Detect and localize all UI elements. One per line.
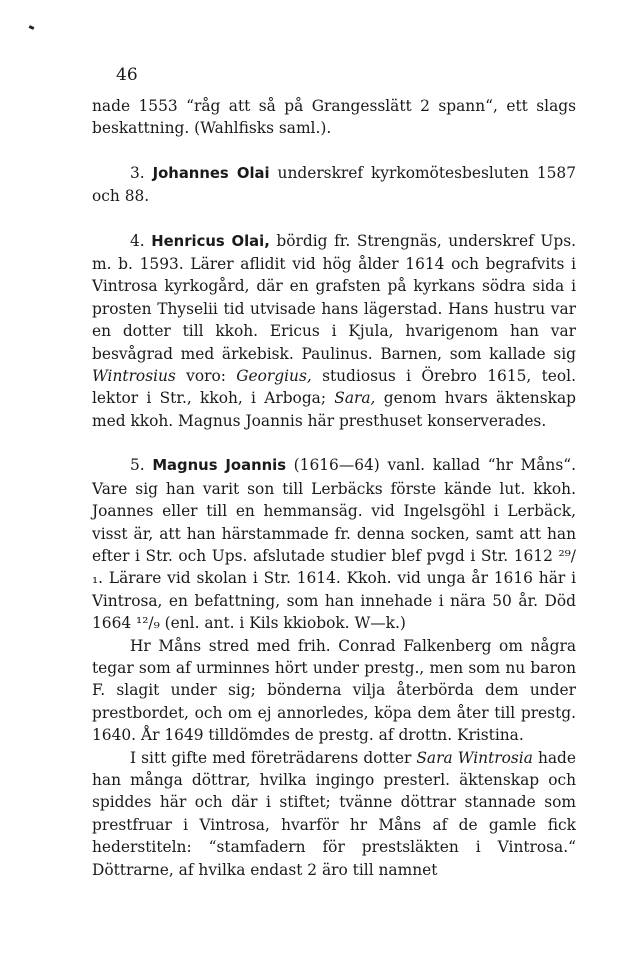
paragraph-6 [92, 747, 576, 881]
text-run: underskref kyrkomötesbesluten 1587 och 88. [92, 163, 576, 206]
italic-name: Sara Wintrosia [416, 748, 533, 767]
body-text [92, 95, 576, 881]
page-number: 46 [116, 65, 138, 85]
text-run: hade han många döttrar, hvilka ingingo presterl. äktenskap och spiddes här och där i stiftet; tvänne döttrar stannade som prestfruar i Vintrosa, hvarför hr Måns af de gamle fick hederstiteln: “stamfadern för prestsläkten i Vintrosa.“ Döttrarne, af hvilka endast 2 äro till namnet [92, 748, 577, 879]
entry-name: Henricus Olai, [151, 232, 270, 250]
text-run: 3. [130, 163, 153, 182]
text-run: bördig fr. Strengnäs, underskref Ups. m. b. 1593. Lärer aflidit vid hög ålder 1614 och begrafvits i Vintrosa kyrkogård, där en grafsten på kyrkans södra sida i prosten Thyselii tid utvisade hans lägerstad. Hans hustru var en dotter till kkoh. Ericus i Kjula, hvarigenom han var besvågrad med ärkebisk. Paulinus. Barnen, som kallade sig [92, 231, 576, 363]
text-run: studiosus i Örebro 1615, teol. lektor i Str., kkoh, i Arboga; [92, 367, 576, 408]
paragraph-1 [92, 95, 576, 140]
text-run: Hr Måns stred med frih. Conrad Falkenberg om några tegar som af urminnes hört under prestg., men som nu baron F. slagit under sig; bönderna vilja återbörda dem under prestbordet, och om ej annorledes, köpa dem åter till prestg. 1640. År 1649 tilldömdes de prestg. af drottn. Kristina. [92, 636, 576, 745]
paragraph-4 [92, 454, 576, 634]
entry-name: Magnus Joannis [152, 457, 287, 475]
italic-name: Wintrosius [92, 367, 176, 386]
text-run: nade 1553 “råg att så på Grangesslätt 2 spann“, ett slags beskattning. (Wahlfisks saml.). [92, 97, 576, 138]
ink-speck [29, 25, 35, 30]
text-run: 4. [130, 231, 152, 250]
italic-name: Georgius, [236, 367, 312, 386]
paragraph-3 [92, 230, 576, 433]
entry-name: Johannes Olai [152, 164, 270, 182]
paragraph-5 [92, 635, 576, 747]
paragraph-2 [92, 162, 576, 208]
text-run: I sitt gifte med företrädarens dotter [130, 748, 417, 767]
text-run: (1616—64) vanl. kallad “hr Måns“. Vare sig han varit son till Lerbäcks förste kände lut. kkoh. Joannes eller till en hemmansäg. vid Ingelsgöhl i Lerbäck, visst är, att han härstammade fr. denna socken, samt att han efter i Str. och Ups. afslutade studier blef pvgd i Str. 1612 ²⁹/₁. Lärare vid skolan i Str. 1614. Kkoh. vid unga år 1616 här i Vintrosa, en befattning, som han innehade i nära 50 år. Död 1664 ¹²/₉ (enl. ant. i Kils kkiobok. W—k.) [92, 456, 576, 633]
text-run: genom hvars äktenskap med kkoh. Magnus Joannis här presthuset konserverades. [92, 389, 576, 430]
text-run: voro: [175, 367, 237, 386]
italic-name: Sara, [334, 389, 376, 408]
text-run: 5. [130, 456, 153, 475]
